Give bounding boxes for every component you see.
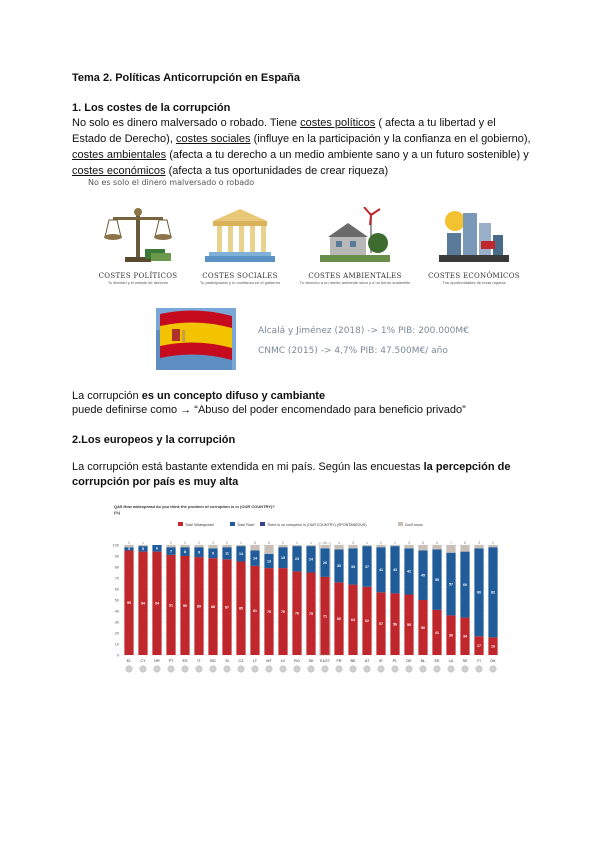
bar-value-label: 90 [183, 603, 187, 608]
bar-value-label: 3 [352, 541, 354, 545]
bar-segment [432, 545, 441, 549]
bar-value-label: 55 [435, 577, 439, 582]
legend-label: Don't know [405, 523, 423, 527]
bar-segment [292, 545, 301, 546]
bar-segment [362, 545, 371, 546]
bar-value-label: 76 [295, 611, 299, 616]
chart-bars [124, 541, 497, 655]
x-tick-label: RO [294, 659, 300, 663]
bar-segment [334, 545, 343, 549]
country-flag-icon [126, 666, 132, 672]
bar-value-label: 26 [323, 560, 327, 565]
cost-sub: Tu participación y tu confianza en el gobierno [199, 280, 281, 285]
section1-paragraph [72, 115, 532, 179]
x-tick-label: EE [434, 659, 440, 663]
text-run: ( afecta a tu libertad y el Estado de Derecho), [72, 117, 496, 145]
bar-segment [376, 545, 385, 547]
bar-segment [320, 545, 329, 548]
bar-segment [418, 545, 427, 551]
bar-segment [404, 545, 413, 548]
country-flag-icon [308, 666, 314, 672]
bar-value-label: 2 [170, 541, 172, 545]
x-tick-label: CZ [238, 659, 244, 663]
x-tick-label: MT [266, 659, 272, 663]
x-tick-label: PL [392, 659, 398, 663]
country-flag-icon [490, 666, 496, 672]
country-flag-icon [266, 666, 272, 672]
x-tick-label: CY [140, 659, 146, 663]
cost-label: COSTES POLÍTICOS [98, 272, 178, 280]
x-tick-label: FR [336, 659, 342, 663]
x-tick-label: IT [197, 659, 201, 663]
spain-flag-image [156, 308, 236, 370]
term-costes-ambientales: costes ambientales [72, 149, 167, 161]
cost-sub: Tu libertad y el estado de derecho [107, 280, 169, 285]
legend-label: There is no corruption in (OUR COUNTRY) (SPONTANEOUS) [267, 523, 367, 527]
x-tick-label: DK [490, 659, 496, 663]
bar-segment [124, 545, 133, 547]
bar-value-label: 80 [477, 590, 481, 595]
chart-title: QA5 How widespread do you think the problem of corruption is in (OUR COUNTRY)? [114, 504, 275, 509]
bar-value-label: 16 [491, 644, 495, 649]
y-tick-label: 10 [114, 642, 119, 647]
section2-heading: 2.Los europeos y la corrupción [72, 434, 236, 446]
bar-value-label: 33 [351, 564, 355, 569]
text-run: (afecta a tus oportunidades de crear riqueza) [165, 165, 389, 177]
y-tick-label: 30 [114, 620, 119, 625]
bar-value-label: 50 [421, 625, 425, 630]
corruption-perception-chart [100, 500, 510, 680]
legend-swatch [398, 522, 403, 526]
y-tick-label: 70 [114, 576, 119, 581]
bar-value-label: 85 [239, 606, 243, 611]
bar-value-label: 14 [239, 552, 243, 557]
section2-paragraph [72, 460, 532, 490]
bar-value-label: 8 [184, 549, 186, 554]
bar-value-label: 56 [393, 622, 397, 627]
y-tick-label: 60 [114, 587, 119, 592]
x-tick-label: SI [225, 659, 229, 663]
bar-value-label: 8 [268, 541, 270, 545]
x-tick-label: IE [379, 659, 383, 663]
country-flag-icon [336, 666, 342, 672]
legend-label: Total 'Widespread' [185, 523, 215, 527]
bar-value-label: 57 [379, 621, 383, 626]
country-flag-icon [434, 666, 440, 672]
bar-segment [306, 545, 315, 546]
country-flag-icon [140, 666, 146, 672]
bar-value-label: 4 [436, 541, 438, 545]
bar-value-label: 45 [421, 573, 425, 578]
cost-sub: Tus oportunidades de crear riqueza [442, 280, 506, 285]
bar-value-label: 1 [310, 541, 312, 545]
bar-value-label: 6 [464, 541, 466, 545]
country-flag-icon [294, 666, 300, 672]
country-flag-icon [182, 666, 188, 672]
x-tick-label: ES [182, 659, 188, 663]
bar-segment [194, 545, 203, 547]
country-flag-icon [154, 666, 160, 672]
y-tick-label: 20 [114, 631, 119, 636]
bar-value-label: 75 [309, 612, 313, 617]
infographic-header: No es solo el dinero malversado o robado [88, 178, 255, 187]
x-tick-label: DE [406, 659, 412, 663]
bar-value-label: 4 [338, 541, 340, 545]
bar-value-label: 1 [240, 541, 242, 545]
section2-emphasis: la percepción de corrupción por país es muy alta [72, 461, 511, 488]
bar-value-label: 42 [407, 569, 411, 574]
y-tick-label: 80 [114, 565, 119, 570]
bar-segment [236, 545, 245, 546]
bar-value-label: 62 [365, 619, 369, 624]
bar-value-label: 3 [324, 541, 326, 545]
bar-value-label: 3 [478, 541, 480, 545]
bar-value-label: 11 [225, 551, 229, 556]
bar-value-label: 1 [366, 541, 368, 545]
bar-value-label: 91 [169, 603, 173, 608]
x-tick-label: FI [477, 659, 481, 663]
bar-segment [166, 545, 175, 547]
text-run: (influye en la participación y la confianza en el gobierno), [250, 133, 531, 145]
bar-value-label: 66 [337, 617, 341, 621]
bar-value-label: 1 [296, 541, 298, 545]
city-buildings-icon [439, 207, 509, 265]
x-tick-label: PT [168, 659, 174, 663]
country-flag-icon [476, 666, 482, 672]
bar-value-label: 6 [156, 546, 158, 551]
document-title: Tema 2. Políticas Anticorrupción en España [72, 72, 301, 84]
bar-segment [222, 545, 231, 547]
y-tick-label: 50 [114, 598, 119, 603]
country-flag-icon [420, 666, 426, 672]
bar-segment [390, 545, 399, 546]
bar-value-label: 2 [198, 541, 200, 545]
x-tick-label: EL [126, 659, 132, 663]
x-tick-label: LT [252, 659, 258, 663]
cost-estimate-1: Alcalá y Jiménez (2018) -> 1% PIB: 200.000M€ [258, 326, 469, 336]
bar-value-label: 23 [295, 557, 299, 562]
text-run: No solo es dinero malversado o robado. Tiene [72, 117, 301, 129]
bar-value-label: 87 [225, 605, 229, 610]
chart-legend [178, 522, 423, 527]
term-costes-politicos: costes políticos [300, 117, 376, 129]
bar-value-label: 17 [477, 643, 481, 648]
legend-swatch [230, 522, 235, 526]
bar-segment [278, 545, 287, 547]
x-tick-label: LV [280, 659, 286, 663]
x-tick-label: BG [210, 659, 216, 663]
bar-segment [348, 545, 357, 548]
cost-sociales [180, 207, 300, 285]
bar-value-label: 41 [379, 568, 383, 573]
country-flag-icon [252, 666, 258, 672]
chart-x-labels [126, 659, 496, 672]
bar-value-label: 2 [226, 541, 228, 545]
bar-value-label: 34 [463, 634, 467, 639]
bar-value-label: 1 [142, 541, 144, 545]
bar-segment [460, 545, 469, 552]
bar-value-label: 3 [128, 547, 130, 552]
bar-value-label: 2 [184, 541, 186, 545]
bar-segment [180, 545, 189, 547]
x-tick-label: HR [154, 659, 160, 663]
cost-label: COSTES AMBIENTALES [308, 272, 402, 280]
scales-icon [103, 207, 173, 265]
bar-value-label: 3 [212, 541, 214, 545]
cost-label: COSTES SOCIALES [202, 272, 278, 280]
section1-heading: 1. Los costes de la corrupción [72, 102, 231, 114]
bar-value-label: 2 [282, 541, 284, 545]
bar-value-label: 9 [212, 551, 214, 556]
bar-value-label: 2 [380, 541, 382, 545]
bar-value-label: 94 [141, 601, 145, 606]
legend-swatch [178, 522, 183, 526]
bar-value-label: 43 [393, 568, 397, 573]
legend-label: Total 'Rare' [237, 523, 255, 527]
text-run: La corrupción [72, 390, 142, 402]
country-flag-icon [350, 666, 356, 672]
country-flag-icon [280, 666, 286, 672]
bar-value-label: 71 [323, 614, 327, 619]
country-flag-icon [322, 666, 328, 672]
country-flag-icon [448, 666, 454, 672]
country-flag-icon [462, 666, 468, 672]
bar-value-label: 19 [281, 555, 285, 560]
bar-value-label: 2 [492, 541, 494, 545]
bar-value-label: 64 [351, 618, 355, 623]
bar-segment [264, 545, 273, 554]
x-tick-label: NL [420, 659, 426, 663]
bar-segment [488, 545, 497, 547]
bar-value-label: 82 [491, 590, 495, 595]
bar-value-label: 36 [449, 633, 453, 638]
country-flag-icon [196, 666, 202, 672]
bar-value-label: 57 [449, 582, 453, 587]
government-building-icon [205, 207, 275, 265]
country-flag-icon [168, 666, 174, 672]
bar-segment [250, 545, 259, 551]
cost-sub: Tu derecho a un medio ambiente sano y a un futuro sostenible [299, 280, 411, 285]
bar-value-label: 9 [198, 550, 200, 555]
bar-value-label: 89 [197, 604, 201, 609]
bar-value-label: 7 [450, 541, 452, 545]
x-tick-label: AT [364, 659, 370, 663]
cost-economicos [414, 207, 534, 285]
bar-value-label: 30 [337, 564, 341, 569]
bar-value-label: 13 [267, 559, 271, 564]
bar-value-label: 55 [407, 623, 411, 628]
bar-segment [446, 545, 455, 553]
bar-value-label: 5 [142, 547, 144, 552]
bar-value-label: 79 [267, 609, 271, 614]
country-flag-icon [378, 666, 384, 672]
bar-value-label: 2 [128, 541, 130, 545]
bar-value-label: 14 [253, 556, 257, 561]
country-flag-icon [392, 666, 398, 672]
bar-value-label: 79 [281, 609, 285, 614]
country-flag-icon [238, 666, 244, 672]
bar-value-label: 41 [435, 630, 439, 635]
bar-value-label: 24 [309, 557, 313, 562]
bar-value-label: 7 [170, 549, 172, 554]
country-flag-icon [406, 666, 412, 672]
bar-value-label: 37 [365, 564, 369, 569]
y-tick-label: 100 [112, 543, 119, 548]
bar-value-label: 88 [211, 604, 215, 609]
x-tick-label: LU [448, 659, 454, 663]
x-tick-label: EU27 [320, 659, 330, 663]
definition-line2: puede definirse como → “Abuso del poder encomendado para beneficio privado” [72, 404, 466, 416]
cost-label: COSTES ECONÓMICOS [428, 272, 520, 280]
term-costes-sociales: costes sociales [175, 133, 251, 145]
country-flag-icon [210, 666, 216, 672]
definition-emphasis: es un concepto difuso y cambiante [141, 390, 326, 402]
y-tick-label: 90 [114, 554, 119, 559]
chart-unit: (%) [114, 510, 121, 515]
term-costes-economicos: costes económicos [72, 165, 166, 177]
cost-estimate-2: CNMC (2015) -> 4,7% PIB: 47.500M€/ año [258, 346, 448, 356]
bar-segment [474, 545, 483, 548]
bar-segment [138, 545, 147, 546]
bar-value-label: 95 [127, 601, 131, 606]
bar-value-label: 94 [155, 601, 159, 606]
x-tick-label: SE [462, 659, 468, 663]
bar-value-label: 5 [254, 541, 256, 545]
bar-value-label: 5 [422, 541, 424, 545]
text-run: (afecta a tu derecho a un medio ambiente sano y a un futuro sostenible) y [166, 149, 529, 161]
bar-value-label: 3 [408, 541, 410, 545]
x-tick-label: BE [350, 659, 356, 663]
y-tick-label: 0 [116, 653, 119, 658]
cost-ambientales [295, 207, 415, 285]
text-run: La corrupción está bastante extendida en mi país. Según las encuestas [72, 461, 424, 473]
house-windmill-icon [320, 207, 390, 265]
x-tick-label: SK [308, 659, 314, 663]
country-flag-icon [364, 666, 370, 672]
country-flag-icon [224, 666, 230, 672]
y-tick-label: 40 [114, 609, 119, 614]
bar-value-label: 81 [253, 608, 257, 613]
legend-swatch [260, 522, 265, 526]
bar-value-label: 60 [463, 582, 467, 587]
bar-segment [208, 545, 217, 548]
bar-value-label: 1 [394, 541, 396, 545]
